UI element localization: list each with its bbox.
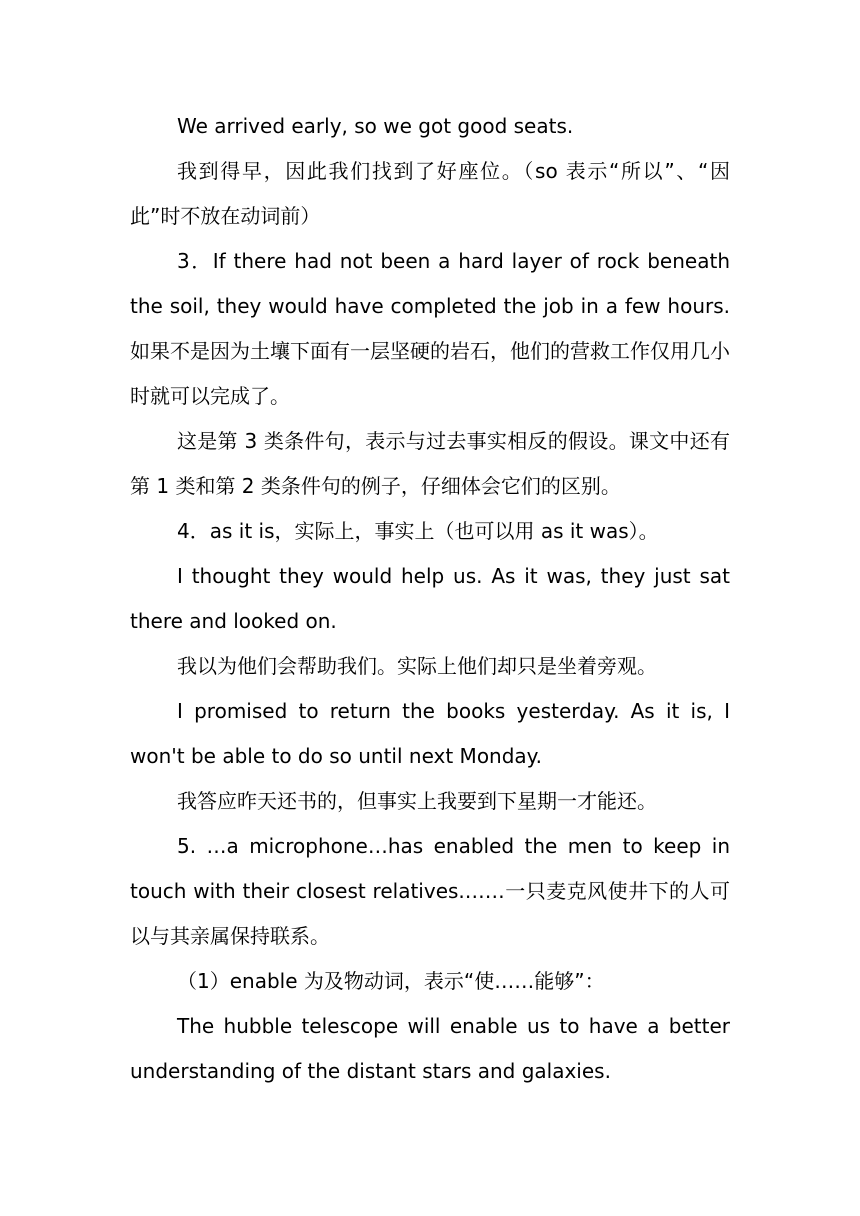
document-page xyxy=(130,104,730,1094)
example-sentence-enable: The hubble telescope will enable us to have a better understanding of the distant stars and galaxies. xyxy=(130,1014,730,1083)
translation-as-it-was: 我以为他们会帮助我们。实际上他们却只是坐着旁观。 xyxy=(177,654,657,678)
conditional-explanation: 这是第 3 类条件句，表示与过去事实相反的假设。课文中还有第 1 类和第 2 类条件句的例子，仔细体会它们的区别。 xyxy=(130,429,730,498)
translation-so: 我到得早，因此我们找到了好座位。（so 表示“所以”、“因此”时不放在动词前） xyxy=(130,159,730,228)
note-5-enable: 5. …a microphone…has enabled the men to keep in touch with their closest relatives.……一只麦克风使井下的人可以与其亲属保持联系。 xyxy=(130,834,730,948)
enable-usage-1: （1）enable 为及物动词，表示“使……能够”： xyxy=(177,969,605,993)
example-sentence-as-it-was: I thought they would help us. As it was, they just sat there and looked on. xyxy=(130,564,730,633)
translation-as-it-is: 我答应昨天还书的，但事实上我要到下星期一才能还。 xyxy=(177,789,657,813)
note-4-as-it-is: 4．as it is，实际上，事实上（也可以用 as it was）。 xyxy=(177,519,659,543)
note-3-conditional: 3．If there had not been a hard layer of rock beneath the soil, they would have completed the job in a few hours. 如果不是因为土壤下面有一层坚硬的岩石，他们的营救工作仅用几小时就可以完成了。 xyxy=(130,249,730,408)
example-sentence-as-it-is: I promised to return the books yesterday. As it is, I won't be able to do so until next Monday. xyxy=(130,699,730,768)
example-sentence-so: We arrived early, so we got good seats. xyxy=(177,114,574,138)
